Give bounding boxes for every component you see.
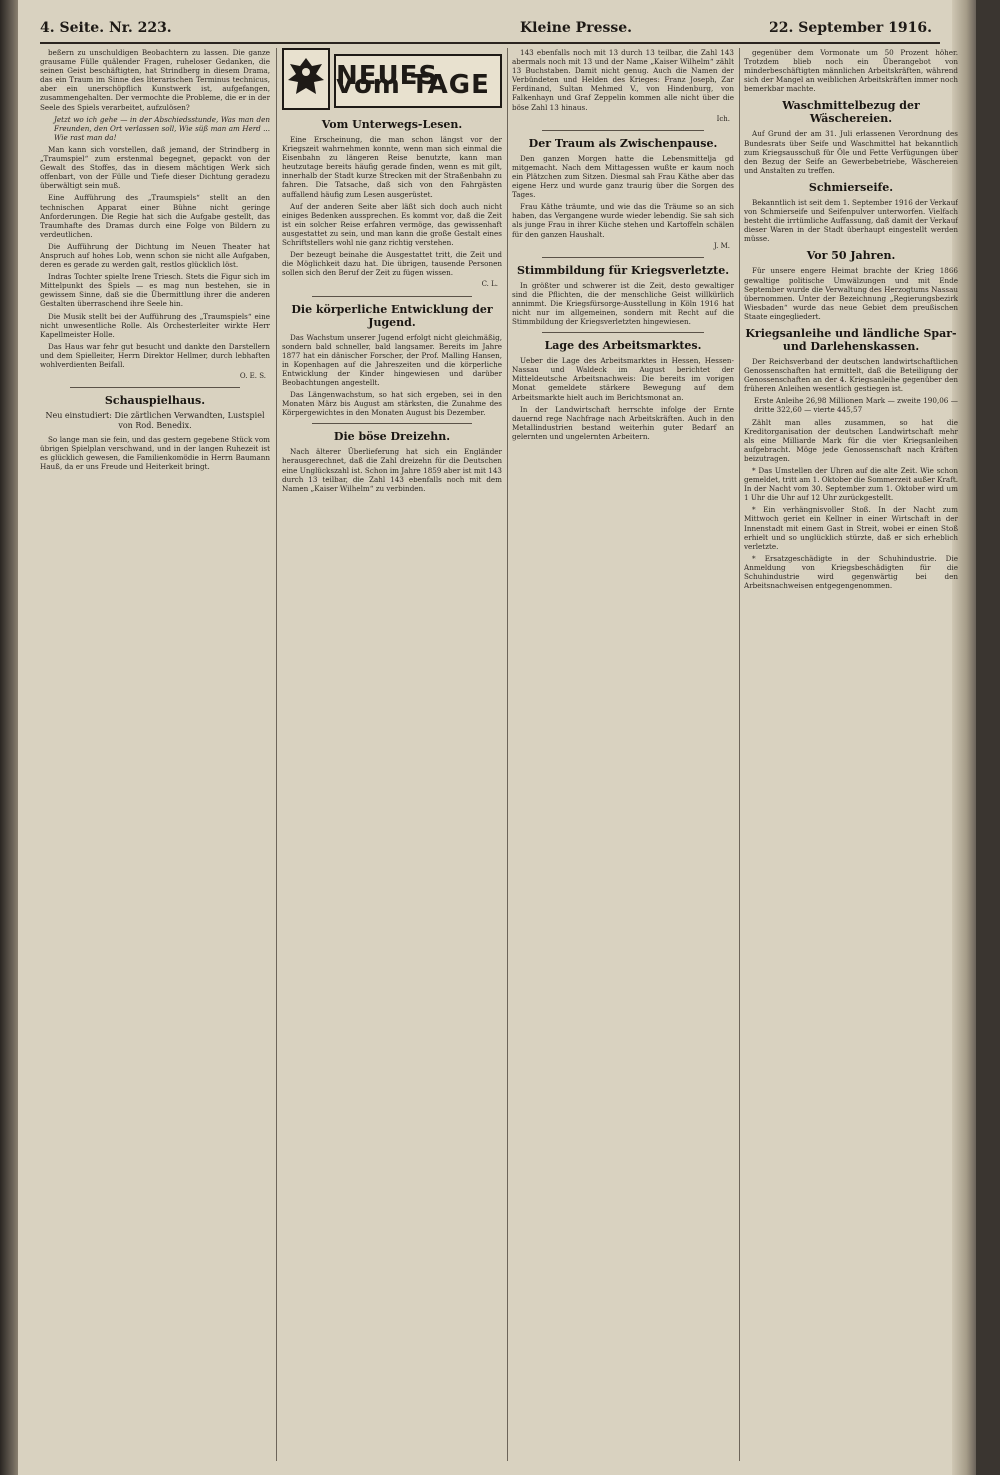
- article-text: Auf der anderen Seite aber läßt sich doch auch nicht einiges Bedenken aussprechen. Es kommt vor, daß die Zeit ist ein solcher Reise erfahren vermöge, das gewissenhaft ausgestattet zu sein, und man kann die große Gestalt eines Schriftstellers wohl nie ganz richtig verstehen.: [282, 201, 502, 248]
- section-masthead: [282, 48, 502, 112]
- column-1: [40, 48, 270, 1461]
- article-heading: Vor 50 Jahren.: [806, 249, 896, 263]
- article-heading: Kriegsanleihe und ländliche Spar- und Darlehenskassen.: [745, 326, 957, 353]
- article-text: In größter und schwerer ist die Zeit, desto gewaltiger sind die Pflichten, die der menschliche Geist willkürlich annimmt. Die Kriegsfürsorge-Ausstellung in Köln 1916 hat nicht nur im allgemeinen, sondern mit Recht auf die Stimmbildung der Kriegsverletzten hingewiesen.: [512, 280, 734, 327]
- article-text: Ueber die Lage des Arbeitsmarktes in Hessen, Hessen-Nassau und Waldeck im August berichtet der Mitteldeutsche Arbeitsnachweis: Die bereits im vorigen Monat gemeldete stärkere Bewegung auf dem Arbeitsmarkte hielt auch im Berichtsmonat an.: [512, 356, 734, 402]
- article-text: In der Landwirtschaft herrschte infolge der Ernte dauernd rege Nachfrage nach Arbeitskräften. Auch in den Metallindustrien bestand weiterhin guter Bedarf an gelernten und ungelernten Arbeitern.: [512, 404, 734, 441]
- article-heading: Schmierseife.: [808, 180, 894, 194]
- article-heading: Der Traum als Zwischenpause.: [528, 136, 718, 150]
- news-item: * Ersatzgeschädigte in der Schuhindustrie. Die Anmeldung von Kriegsbeschädigten für die Schuhindustrie wird gegenwärtig bei den Arbeitsnachweisen entgegengenommen.: [744, 553, 958, 591]
- article-text: Die Musik stellt bei der Aufführung des „Traumspiels“ eine nicht unwesentliche Rolle. Als Orchesterleiter wirkte Herr Kapellmeister Holle.: [40, 311, 270, 339]
- news-item: * Ein verhängnisvoller Stoß. In der Nacht zum Mittwoch geriet ein Kellner in einer Wirtschaft in der Innenstadt mit einem Gast in Streit, wobei er einen Stoß erhielt und so unglücklich stürzte, daß er sich erheblich verletzte.: [744, 505, 958, 551]
- header-rule: [40, 42, 940, 44]
- article-text: Eine Aufführung des „Traumspiels“ stellt an den technischen Apparat einer Bühne nicht geringe Anforderungen. Die Regie hat sich die Aufgabe gestellt, das Traumhafte des Dramas durch eine Folge von Bildern zu verdeutlichen.: [40, 193, 270, 239]
- article-text: Den ganzen Morgen hatte die Lebensmittelja gd mitgemacht. Nach dem Mittagessen wußte er kaum noch ein Plätzchen zum Sitzen. Diesmal sah Frau Käthe aber das eigene Herz und wurde ganz traurig über die Sorgen des Tages.: [512, 153, 734, 200]
- column-4: [744, 48, 958, 1461]
- article-text: Das Haus war fehr gut besucht und dankte den Darstellern und dem Spielleiter, Herrn Direktor Hellmer, durch lebhaften wohlverdienten Beifall.: [40, 341, 270, 369]
- poem-excerpt: Jetzt wo ich gehe — in der Abschiedsstunde, Was man den Freunden, den Ort verlassen soll, Wie süß man am Herd ... Wie rast man da!: [54, 114, 270, 142]
- author-signature: J. M.: [713, 241, 730, 250]
- column-divider: [276, 48, 277, 1461]
- article-subheading: Neu einstudiert: Die zärtlichen Verwandten, Lustspiel von Rod. Benedix.: [45, 411, 265, 431]
- author-signature: C. L.: [481, 280, 498, 289]
- section-title: NEUES vom TAGE: [334, 54, 502, 108]
- news-item: * Das Umstellen der Uhren auf die alte Zeit. Wie schon gemeldet, tritt am 1. Oktober die Sommerzeit außer Kraft. In der Nacht vom 30. September zum 1. Oktober wird um 1 Uhr die Uhr auf 12 Uhr zurückgestellt.: [744, 466, 958, 503]
- article-heading: Die böse Dreizehn.: [333, 430, 451, 444]
- page-header: [40, 16, 970, 42]
- article-text: Das Längenwachstum, so hat sich ergeben, sei in den Monaten März bis August am stärksten, die Zunahme des Körpergewichtes in den Monaten August bis Dezember.: [282, 390, 502, 418]
- article-text: Frau Käthe träumte, und wie das die Träume so an sich haben, das Vergangene wurde wieder lebendig. Sie sah sich als junge Frau in ihrer Küche stehen und Kartoffeln schälen für den ganzen Haushalt.: [512, 202, 734, 239]
- article-heading: Stimmbildung für Kriegsverletzte.: [516, 263, 730, 277]
- section-separator: [70, 387, 240, 388]
- author-signature: O. E. S.: [239, 372, 266, 381]
- article-text: gegenüber dem Vormonate um 50 Prozent höher. Trotzdem blieb noch ein Überangebot von minderbeschäftigten männlichen Arbeitskräften, während sich der Mangel an weiblichen Arbeitskräften immer noch bemerkbar machte.: [744, 48, 958, 94]
- section-separator: [312, 296, 472, 297]
- section-separator: [312, 423, 472, 424]
- article-text: Auf Grund der am 31. Juli erlassenen Verordnung des Bundesrats über Seife und Waschmittel hat bekanntlich zum Kriegsausschuß für Öle und Fette Verfügungen über den Bezug der Seife an Gewerbebetriebe, Wäschereien und Anstalten zu treffen.: [744, 129, 958, 175]
- article-text: Zählt man alles zusammen, so hat die Kreditorganisation der deutschen Landwirtschaft mehr als eine Milliarde Mark für die vier Kriegsanleihen aufgebracht. Möge jede Genossenschaft nach Kräften beizutragen.: [744, 417, 958, 463]
- article-heading: Schauspielhaus.: [104, 394, 206, 408]
- article-text: Das Wachstum unserer Jugend erfolgt nicht gleichmäßig, sondern bald schneller, bald langsamer. Bereits im Jahre 1877 hat ein dänischer Forscher, der Prof. Malling Hansen, in Kopenhagen auf die Jahreszeiten und die körperliche Entwicklung der Kinder hingewiesen und darüber Beobachtungen angestellt.: [282, 332, 502, 387]
- article-text: Nach älterer Überlieferung hat sich ein Engländer herausgerechnet, daß die Zahl dreizehn für die Deutschen eine Unglückszahl ist. Schon im Jahre 1859 aber ist mit 143 durch 13 teilbar, die Zahl 143 ebenfalls noch mit dem Namen „Kaiser Wilhelm“ zu verbinden.: [282, 447, 502, 493]
- article-text: Indras Tochter spielte Irene Triesch. Stets die Figur sich im Mittelpunkt des Spiels — es mag nun bestehen, sie in gewissem Sinne, daß sie die Übermittlung ihrer die anderen Gestalten überraschend ihre Seele hin.: [40, 272, 270, 309]
- article-text: 143 ebenfalls noch mit 13 durch 13 teilbar, die Zahl 143 abermals noch mit 13 und der Name „Kaiser Wilhelm“ zählt 13 Buchstaben. Damit nicht genug. Auch die Namen der Verbündeten und Helden des Krieges: Franz Joseph, Zar Ferdinand, Sultan Mehmed V., von Hindenburg, von Falkenhayn und Graf Zeppelin kommen alle nicht über die böse Zahl 13 hinaus.: [512, 48, 734, 112]
- article-heading: Vom Unterwegs-Lesen.: [321, 118, 463, 131]
- section-separator: [542, 332, 704, 333]
- article-heading: Waschmittelbezug der Wäschereien.: [782, 99, 920, 126]
- issue-date: 22. September 1916.: [768, 20, 932, 36]
- article-text: Der Reichsverband der deutschen landwirtschaftlichen Genossenschaften hat ermittelt, daß die Beteiligung der Genossenschaften an der 4. Kriegsanleihe gegenüber den früheren Anleihen wesentlich gestiegen ist.: [744, 356, 958, 394]
- eagle-emblem-icon: [282, 48, 330, 110]
- article-text: beßern zu unschuldigen Beobachtern zu lassen. Die ganze grausame Fülle quälender Fragen, ruheloser Gedanken, die seinen Geist beschäftigten, hat Strindberg in diesem Drama, das ein Traum im Sinne des literarischen Terminus technicus, aber ein unerschöpflich Kunstwerk ist, aufgefangen, zusammengehalten. Der vermochte die Probleme, die er in der Seele des Spiels verarbeitet, aufzulösen?: [40, 48, 270, 112]
- loan-table: Erste Anleihe 26,98 Millionen Mark — zweite 190,06 — dritte 322,60 — vierte 445,57: [754, 396, 958, 415]
- column-3: [512, 48, 734, 1461]
- section-separator: [542, 130, 704, 131]
- column-divider: [507, 48, 508, 1461]
- binding-spine: [0, 0, 18, 1475]
- author-signature: Ich.: [716, 114, 730, 123]
- column-divider: [739, 48, 740, 1461]
- article-text: Der bezeugt beinahe die Ausgestattet tritt, die Zeit und die Möglichkeit dazu hat. Die übrigen, tausende Personen sollen sich den Beruf der Zeit zu fügen wissen.: [282, 250, 502, 278]
- article-text: Die Aufführung der Dichtung im Neuen Theater hat Anspruch auf hohes Lob, wenn schon sie nicht alle Aufgaben, deren es gerade zu werden galt, restlos glücklich löst.: [40, 241, 270, 270]
- column-2: [282, 48, 502, 1461]
- article-heading: Die körperliche Entwicklung der Jugend.: [291, 302, 493, 329]
- newspaper-name: Kleine Presse.: [520, 20, 633, 36]
- article-text: Für unsere engere Heimat brachte der Krieg 1866 gewaltige politische Umwälzungen und mit Ende September wurde die Verwaltung des Herzogtums Nassau übernommen. Unter der Bezeichnung „Regierungsbezirk Wiesbaden“ wurde das neue Gebiet dem preußischen Staate eingegliedert.: [744, 266, 958, 321]
- article-text: Man kann sich vorstellen, daß jemand, der Strindberg in „Traumspiel“ zum erstenmal begegnet, gepackt von der Gewalt des Stoffes, das in diesem mächtigen Werk sich offenbart, von der Fülle und Tiefe dieser Dichtung geradezu überwältigt sein muß.: [40, 144, 270, 191]
- article-text: So lange man sie fein, und das gestern gegebene Stück vom übrigen Spielplan verschwand, und in der langen Ruhezeit ist es glücklich gewesen, die Familienkomödie in Herrn Baumann Hauß, da er uns Freude und Heiterkeit bringt.: [40, 435, 270, 472]
- page-number: 4. Seite. Nr. 223.: [40, 20, 172, 36]
- article-text: Eine Erscheinung, die man schon längst vor der Kriegszeit wahrnehmen konnte, wenn man sich einmal die Eisenbahn zu längeren Reise benutzte, kann man heutzutage bereits häufig gerade finden, wenn es mit gilt, innerhalb der Stadt kurze Strecken mit der Straßenbahn zu fahren. Die Tatsache, daß sich von den Fahrgästen auffallend häufig zum Lesen ausgerüstet.: [282, 135, 502, 199]
- article-text: Bekanntlich ist seit dem 1. September 1916 der Verkauf von Schmierseife und Seifenpulver unterworfen. Vielfach besteht die irrtümliche Auffassung, daß damit der Verkauf dieser Waren in der Stadt überhaupt eingestellt werden müsse.: [744, 197, 958, 244]
- article-heading: Lage des Arbeitsmarktes.: [544, 339, 702, 353]
- section-separator: [542, 257, 704, 258]
